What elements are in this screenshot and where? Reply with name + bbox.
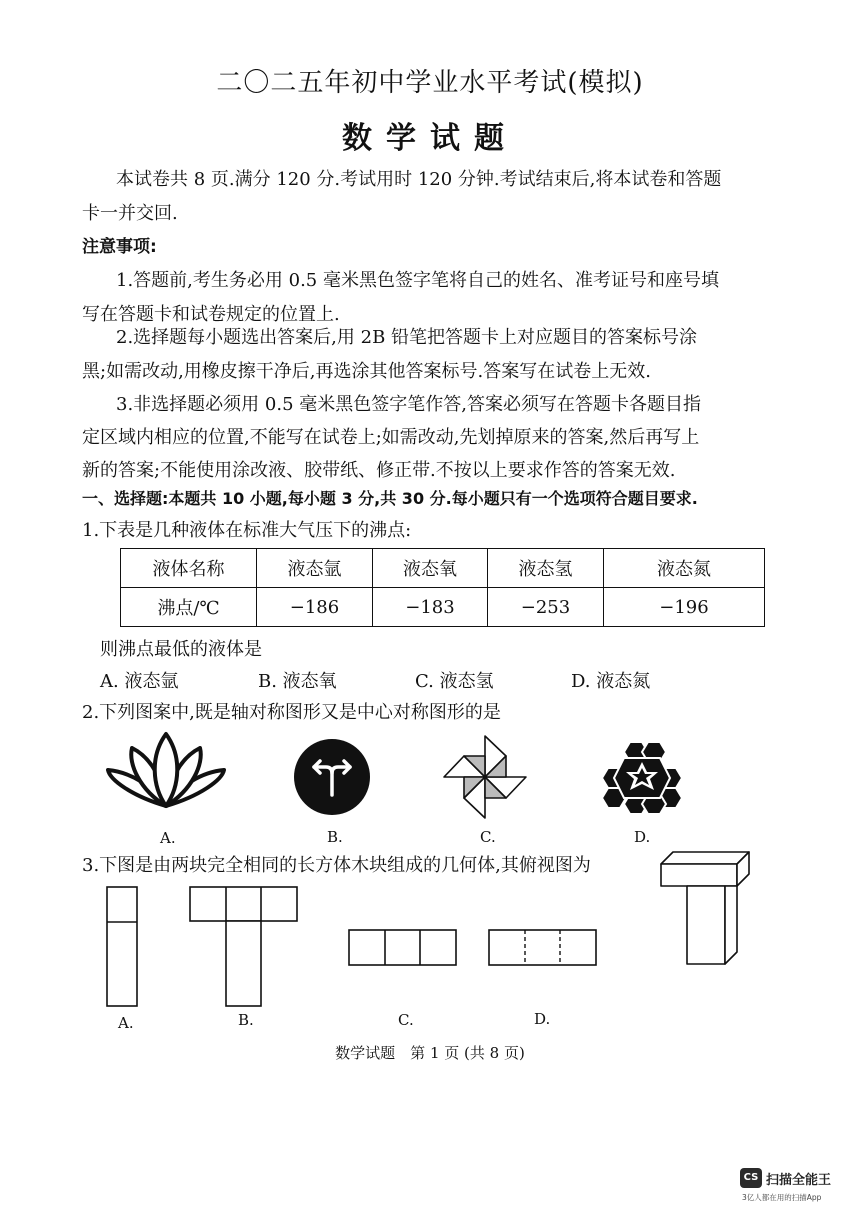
- note-2-line-2: 黑;如需改动,用橡皮擦干净后,再选涂其他答案标号.答案写在试卷上无效.: [82, 361, 651, 382]
- q2-label-c: C.: [480, 828, 496, 846]
- note-1-line-2: 写在答题卡和试卷规定的位置上.: [82, 304, 340, 325]
- top-view-option-a: [106, 886, 138, 1008]
- table-row: [121, 549, 765, 588]
- q1-option-b: B. 液态氧: [258, 671, 337, 692]
- note-3-line-1: 3.非选择题必须用 0.5 毫米黑色签字笔作答,答案必须写在答题卡各题目指: [116, 394, 701, 415]
- intro-line-1: 本试卷共 8 页.满分 120 分.考试用时 120 分钟.考试结束后,将本试卷和答题: [116, 169, 722, 190]
- scanner-logo-icon: CS: [740, 1168, 762, 1188]
- q1-option-a: A. 液态氩: [100, 671, 179, 692]
- table-cell: 液态氧: [373, 549, 488, 588]
- q2-stem: 2.下列图案中,既是轴对称图形又是中心对称图形的是: [82, 702, 501, 723]
- table-cell: 液态氮: [604, 549, 765, 588]
- q1-option-d: D. 液态氮: [571, 671, 651, 692]
- page-footer: 数学试题 第 1 页 (共 8 页): [335, 1044, 525, 1062]
- note-1-line-1: 1.答题前,考生务必用 0.5 毫米黑色签字笔将自己的姓名、准考证号和座号填: [116, 270, 719, 291]
- table-cell: −196: [604, 588, 765, 627]
- q3-label-a: A.: [118, 1014, 134, 1032]
- q1-question: 则沸点最低的液体是: [100, 639, 262, 660]
- table-row: [121, 588, 765, 627]
- boiling-point-table: [120, 548, 765, 627]
- q2-label-a: A.: [160, 829, 176, 847]
- table-cell: 液体名称: [121, 549, 257, 588]
- intro-line-2: 卡一并交回.: [82, 203, 178, 224]
- table-cell: −253: [488, 588, 604, 627]
- top-view-option-c: [348, 929, 458, 967]
- q3-stem: 3.下图是由两块完全相同的长方体木块组成的几何体,其俯视图为: [82, 855, 591, 876]
- section-1-heading: 一、选择题:本题共 10 小题,每小题 3 分,共 30 分.每小题只有一个选项符合题目要求.: [82, 489, 698, 508]
- scanner-app-name: 扫描全能王: [766, 1173, 832, 1188]
- scanner-watermark: [740, 1168, 850, 1208]
- table-cell: 液态氩: [257, 549, 373, 588]
- top-view-option-b: [189, 886, 299, 1008]
- pinwheel-figure: [440, 732, 530, 822]
- lotus-figure: [104, 730, 228, 812]
- table-cell: 沸点/℃: [121, 588, 257, 627]
- table-cell: −183: [373, 588, 488, 627]
- note-2-line-1: 2.选择题每小题选出答案后,用 2B 铅笔把答题卡上对应题目的答案标号涂: [116, 327, 698, 348]
- notes-heading: 注意事项:: [82, 237, 157, 257]
- q3-label-c: C.: [398, 1011, 414, 1029]
- table-cell: 液态氢: [488, 549, 604, 588]
- arrow-circle-figure: [292, 737, 372, 817]
- note-3-line-3: 新的答案;不能使用涂改液、胶带纸、修正带.不按以上要求作答的答案无效.: [82, 460, 676, 481]
- hexagon-figure: [598, 738, 686, 818]
- q3-label-d: D.: [534, 1010, 551, 1028]
- exam-title: 二〇二五年初中学业水平考试(模拟): [216, 68, 644, 98]
- solid-figure: [655, 850, 755, 968]
- scanner-tagline: 3亿人都在用的扫描App: [742, 1193, 822, 1202]
- subject-title: 数学试题: [342, 121, 518, 156]
- q3-label-b: B.: [238, 1011, 254, 1029]
- q2-label-d: D.: [634, 828, 651, 846]
- q2-label-b: B.: [327, 828, 343, 846]
- q1-option-c: C. 液态氢: [415, 671, 494, 692]
- q1-stem: 1.下表是几种液体在标准大气压下的沸点:: [82, 520, 412, 541]
- top-view-option-d: [488, 929, 598, 967]
- note-3-line-2: 定区域内相应的位置,不能写在试卷上;如需改动,先划掉原来的答案,然后再写上: [82, 427, 700, 448]
- table-cell: −186: [257, 588, 373, 627]
